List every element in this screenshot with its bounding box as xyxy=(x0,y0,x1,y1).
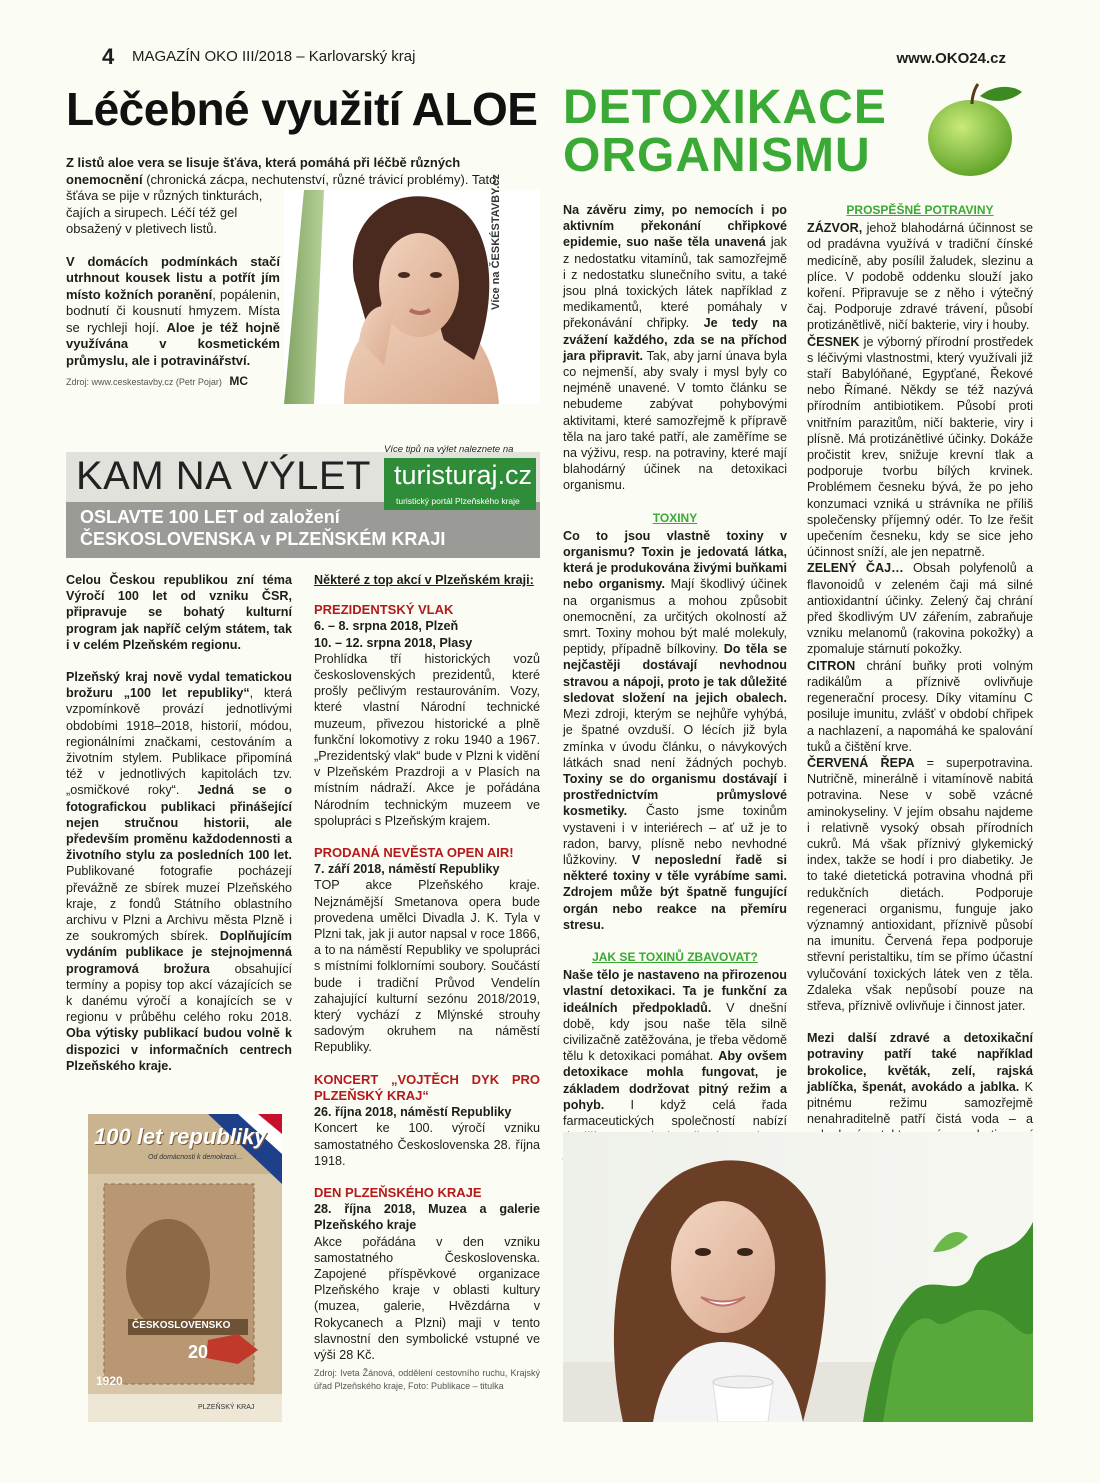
col4-final: Mezi další zdravé a detoxikační potraviny patří také například brokolice, květák, zelí, rajská jablíčka, špenát, avokádo a jablka. K pitnému režimu samozřejmě nenahraditelně patří čistá voda – a xyxy=(807,1031,1033,1127)
book-title: 100 let republiky xyxy=(94,1124,267,1149)
col1-p2: Plzeňský kraj nově vydal tematickou brožuru „100 let republiky“, která vzpomínkově provází jednotlivými obdobími 1918–2018, historií, módou, regionálními značkami, cestováním a životním stylem. Publikace připomíná též v jednotlivých kapitolách tzv. „osmičkové roky“. Jedná se o fotografickou publikaci přinášející nejen stručnou historii, ale především proměnu každodennosti a životního stylu za posledních 100 let. Publikované fotografie pocházejí převážně ze sbírek muzeí Plzeňského kraje, z fondů Státního oblastního archivu v Plzni a Archivu města Plzně i ze soukromých sbírek. Doplňujícím vydáním publikace je stejnojmenná programová brožura obsahující termíny a popisy top akcí vázajících se k danému výročí a konajících se v regionu v průběhu celého roku 2018. Oba výtisky publikací budou volně k dispozici v informačních centrech Plzeňského kraje. xyxy=(66,670,292,1073)
book-subtitle: Od domácnosti k demokracii... xyxy=(148,1154,243,1161)
col3-p2: Co to jsou vlastně toxiny v organismu? Toxin je jedovatá látka, která je produkována živými buňkami nebo organismy. Mají škodlivý účinek na organismus a mohou způsobit onemocnění, za určitých okolností až smrt. Toxiny mohou být malé molekuly, peptidy, případně bílkoviny. Do těla se nejčastěji dostávají nevhodnou stravou a nápoji, proto je tak důležité sledovat složení na jejich obalech. Mezi zdroji, kterým se nejhůře vyhýbá, je špatné ovzduší. O lécích již byla zmínka v úvodu článku, o návykových látkách snad není žádných pochyb. Toxiny se do organismu dostávají i prostřednictvím průmyslové kosmetiky. Často jsme toxinům vystaveni i v interiérech – ať už je to radon, barvy, plísně nebo nevhodné lůžkoviny. V neposlední řadě si některé toxiny v těle vyrábíme sami. Zdrojem může být špatně fungující orgán nebo reakce na přemíru stresu. xyxy=(563,528,788,932)
photo-credit: Více na ČESKÉSTAVBY.cz xyxy=(490,174,502,310)
aloe-caption: Zdroj: www.ceskestavby.cz (Petr Pojar) MC xyxy=(66,374,249,388)
toxiny-heading: TOXINY xyxy=(652,510,698,525)
aloe-intro-bold: Z listů aloe vera se lisuje šťáva, která pomáhá při léčbě různých onemocnění xyxy=(66,155,461,187)
column-1-text xyxy=(66,572,292,1090)
repa-text: ČERVENÁ ŘEPA = superpotravina. Nutričně, minerálně i vitamínově nabitá potravina. Nese v sobě vzácné aminokyseliny. V jejím obsahu najdeme i relativně vysoký obsah přírodních cukrů. Má však příznivý glykemický index, takže se hodí i pro diabetiky. Je to také dietetická potravina vhodná při redukčních dietách. Podporuje regeneraci organismu, funguje jako významný antioxidant, příznivě působí na imunitu. Červená řepa podporuje střevní peristaltiku, tím se přímo účastní vylučování toxických látek ven z těla. Zdaleka však nepůsobí pouze na střeva, příznivě ovlivňuje i činnost jater. xyxy=(807,755,1033,1013)
event-1-text: Prohlídka tří historických vozů československých prezidentů, které prošly pečlivým restaurováním. Vozy, které vlastní Národní technické muzeum, přivezou historické a plně funkční lokomotivy z roku 1940 a 1967. „Prezidentský vlak“ bude v Plzni k vidění v Plzeňském Prazdroji a v Plasích na místním nádraží. Akce je pořádána Národním technickým muzeem ve spolupráci s Plzeňským krajem. xyxy=(314,651,540,828)
column-3-text xyxy=(563,202,787,1275)
book-cover-image xyxy=(88,1114,282,1422)
page-number: 4 xyxy=(102,44,115,69)
potraviny-heading: PROSPĚŠNÉ POTRAVINY xyxy=(846,203,994,217)
magazine-title: MAGAZÍN OKO III/2018 – Karlovarský kraj xyxy=(132,48,416,65)
column-2-text xyxy=(314,572,540,1393)
zazvor-text: ZÁZVOR, jehož blahodárná účinnost se od pradávna využívá v tradiční čínské medicíně, aby posílil žaludek, slezinu a plíce. V podobě oddenku slouží jako koření. Připravuje se z něho i výtečný čaj. Podporuje zdravé trávení, působí protizánětlivě, ničí bakterie, viry i houby. xyxy=(807,221,1033,333)
event-1-date1: 6. – 8. srpna 2018, Plzeň xyxy=(314,619,459,634)
event-4-date: 28. října 2018, Muzea a galerie Plzeňského kraje xyxy=(314,1202,540,1233)
event-3-date: 26. října 2018, náměstí Republiky xyxy=(314,1105,512,1120)
aloe-intro-rest: (chronická zácpa, nechutenství, různé trávicí problémy). Tato xyxy=(142,172,497,187)
book-year: 1920 xyxy=(96,1374,123,1388)
book-stamp-text: ČESKOSLOVENSKO xyxy=(132,1320,231,1331)
zbavovat-heading: JAK SE TOXINŮ ZBAVOVAT? xyxy=(592,949,758,964)
event-1-title: PREZIDENTSKÝ VLAK xyxy=(314,602,454,618)
col2-caption: Zdroj: Iveta Žánová, oddělení cestovního ruchu, Krajský úřad Plzeňského kraje, Foto: Publikace – titulka xyxy=(314,1368,540,1392)
event-4-title: DEN PLZEŇSKÉHO KRAJE xyxy=(314,1184,482,1200)
book-publisher: PLZEŇSKÝ KRAJ xyxy=(198,1404,255,1411)
kam-more-text: Více tipů na výlet naleznete na xyxy=(384,444,514,455)
book-stamp-number: 20 xyxy=(188,1342,209,1362)
woman-with-cup-photo xyxy=(563,1132,1033,1422)
column-4-text xyxy=(807,202,1033,1192)
col2-intro: Některé z top akcí v Plzeňském kraji: xyxy=(314,573,534,587)
detox-headline: DETOXIKACE ORGANISMU xyxy=(563,81,887,182)
event-3-title: KONCERT „VOJTĚCH DYK PRO PLZEŇSKÝ KRAJ“ xyxy=(314,1071,540,1103)
event-2-text: TOP akce Plzeňského kraje. Nejznámější Smetanova opera bude provedena umělci Divadla J. K. Tyla v Plzni tak, jak ji autor napsal v roce 1866, a to na náměstí Republiky ve spolupráci s místními folklorními soubory. Součástí bude i tradiční Průvod Vendelín zahajující kulturní sezónu 2018/2019, který vychází z Mlýnské strouhy sadovým okruhem na náměstí Republiky. xyxy=(314,878,540,1055)
event-2-date: 7. září 2018, náměstí Republiky xyxy=(314,862,500,877)
event-1-date2: 10. – 12. srpna 2018, Plasy xyxy=(314,635,473,650)
aloe-p1: šťáva se pije v různých tinkturách, čajích a sirupech. Léčí též gel obsažený v pletivech listů. xyxy=(66,188,263,236)
aloe-headline: Léčebné využití ALOE xyxy=(66,83,538,135)
kam-title: KAM NA VÝLET xyxy=(76,454,371,498)
turisturaj-logo[interactable]: turisturaj.cz turistický portál Plzeňského kraje xyxy=(384,458,536,510)
caj-text: ZELENÝ ČAJ… Obsah polyfenolů a flavonoidů v zeleném čaji má silné antioxidantní účinky. Zelený čaj chrání před škodlivým UV zářením, zabraňuje vzniku melanomů (rakovina pokožky) a zpomaluje stárnutí pokožky. xyxy=(807,561,1033,657)
aloe-p2: V domácích podmínkách stačí utrhnout kousek listu a potřít jím místo kožních poranění, popálenin, bodnutí či kousnutí hmyzem. Místa se rychleji hojí. Aloe je též hojně využívána v kosmetickém průmyslu, ale i potravinářství. xyxy=(66,253,281,368)
aloe-body xyxy=(66,188,280,389)
green-apple-image xyxy=(920,78,1030,178)
event-2-title: PRODANÁ NEVĚSTA OPEN AIR! xyxy=(314,845,514,861)
aloe-intro xyxy=(66,154,538,188)
event-4-text: Akce pořádána v den vzniku samostatného Československa. Zapojené příspěvkové organizace Plzeňského kraje v oblasti kultury (muzea, galerie, Hvězdárna v Rokycanech a Plzni) maji v tento slavnostní den symbolické vstupné ve výši 28 Kč. xyxy=(314,1234,540,1362)
event-3-text: Koncert ke 100. výročí vzniku samostatného Československa 28. října 1918. xyxy=(314,1121,540,1168)
cesnek-text: ČESNEK je výborný přírodní prostředek s léčivými vlastnostmi, který využívali již staří Babylóňané, Egypťané, Řekové nebo Římané. Někdy se též nazývá přírodním antibiotikem. Působí proti vnitřním parazitům, ničí bakterie, viry i plísně. Má protizánětlivé účinky. Dokáže pročistit krev, snižuje krevní tlak a podporuje tvorbu bílých krvinek. Problémem česneku bývá, že po jeho konzumaci vzniká u strávníka ne příliš společensky příjemný odér. To lze řešit upečením česneku, kdy se sice jeho účinnost sníží, ale jen nepatrně. xyxy=(807,334,1033,560)
kam-subtitle: OSLAVTE 100 LET od založení ČESKOSLOVENSKA v PLZEŇSKÉM KRAJI xyxy=(80,507,446,549)
col1-p1: Celou Českou republikou zní téma Výročí 100 let od vzniku ČSR, připravuje se bohatý kulturní program jak napříč celým státem, tak i v celém Plzeňském regionu. xyxy=(66,573,292,652)
site-url[interactable]: www.OKO24.cz xyxy=(896,50,1006,67)
citron-text: CITRON chrání buňky proti volným radikálům a příznivě ovlivňuje regenerační procesy. Díky vitamínu C posiluje imunitu, zvlášť v období chřipek a nachlazení, a napomáhá ke spalování tuků a čištění krve. xyxy=(807,658,1033,754)
kam-na-vylet-banner xyxy=(66,444,540,558)
col3-p3: Naše tělo je nastaveno na přirozenou vlastní detoxikaci. Ta je funkční za ideálních předpokladů. V dnešní době, kdy jsou naše těla silně civilizačně zatěžována, je třeba vědomě tělu k detoxikaci pomáhat. Aby ovšem detoxikace mohla fungovat, je základem dodržovat pitný režim a pohyb. I když celá řada farmaceutických společností nabízí xyxy=(563,968,788,1128)
col3-p1: Na závěru zimy, po nemocích i po aktivním překonání chřipkové epidemie, suo naše těla unavená jak z nedostatku vitamínů, tak samozřejmě i z nedostatku slunečního svitu, a také jsou plná toxických látek například z medikamentů, které pomáhaly v překonávání chřipky. Je tedy na zvážení každého, zda se na příchod jara připravit. Tak, aby jarní únava byla co nejmenší, aby svaly i mysl byly co nejméně unavené. V tomto článku se nebudeme zabývat pohybovými aktivitami, které samozřejmě k přípravě těla na jaro také patří, ale zaměříme se na výživu, resp. na potraviny, které mají blahodárný účinek na detoxikaci organismu. xyxy=(563,203,787,493)
